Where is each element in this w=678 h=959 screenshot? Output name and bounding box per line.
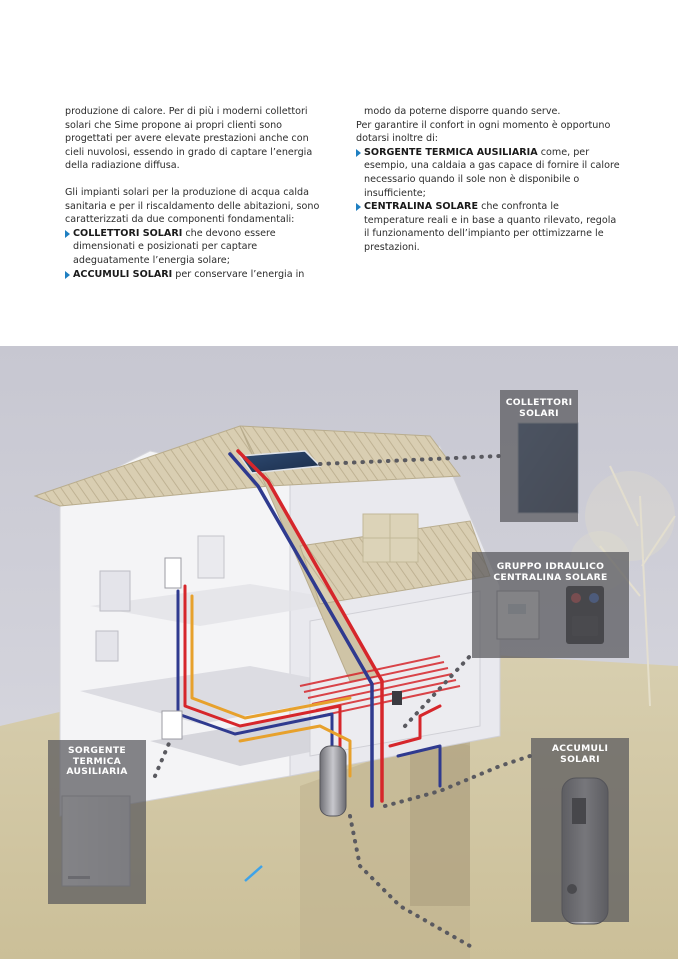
list-item [356,146,621,200]
list-item-text: che confronta le temperature reali e in base a quanto rilevato, regola il funzionamento dell’impianto per ottimizzarne le prestazioni. [364,201,617,253]
bullet-arrow-icon [65,271,70,279]
list-item-title: COLLETTORI SOLARI [73,227,183,239]
label-gruppo-idraulico: GRUPPO IDRAULICO CENTRALINA SOLARE [493,561,608,583]
indoor-storage-tank [320,746,346,816]
text-column-left [65,105,327,281]
bullet-arrow-icon [356,203,361,211]
label-sorgente-termica: SORGENTE TERMICA AUSILIARIA [66,745,128,777]
list-item-text: per conservare l’energia in [172,268,305,280]
list-item-title: ACCUMULI SOLARI [73,268,173,280]
list-item-text: che devono essere dimensionati e posizionati per captare adeguatamente l’energia solare; [73,227,276,266]
paragraph: Gli impianti solari per la produzione di acqua calda sanitaria e per il riscaldamento delle abitazioni, sono caratterizzati da due componenti fondamentali: [65,186,320,226]
label-box-sorgente [48,740,146,904]
paragraph: Per garantire il confort in ogni momento è opportuno dotarsi inoltre di: [356,119,611,145]
window [363,514,418,562]
paragraph: modo da poterne disporre quando serve. [364,106,561,117]
solar-system-illustration [0,346,678,959]
list-item [65,227,327,268]
label-box-gruppo [472,552,629,658]
towel-radiator [165,558,181,588]
label-box-collettori [500,390,578,522]
list-item-title: SORGENTE TERMICA AUSILIARIA [364,146,538,158]
indoor-boiler [162,711,182,739]
list-item-text: come, per esempio, una caldaia a gas capace di fornire il calore necessario quando il sole non è disponibile o insufficiente; [364,146,620,199]
window [198,536,224,578]
list-item-title: CENTRALINA SOLARE [364,201,479,213]
label-box-accumuli [531,738,629,922]
list-item [65,268,327,282]
list-item [356,200,621,254]
bullet-arrow-icon [65,230,70,238]
window [100,571,130,611]
label-accumuli-solari: ACCUMULI SOLARI [551,743,609,765]
bullet-arrow-icon [356,149,361,157]
text-column-right [356,105,621,255]
label-collettori-solari: COLLETTORI SOLARI [505,397,573,419]
window [96,631,118,661]
paragraph: produzione di calore. Per di più i moderni collettori solari che Sime propone ai propri clienti sono progettati per avere elevate prestazioni anche con cieli nuvolosi, essendo in grado di captare l’energia della radiazione diffusa. [65,106,313,172]
indoor-pump-group [392,691,402,705]
